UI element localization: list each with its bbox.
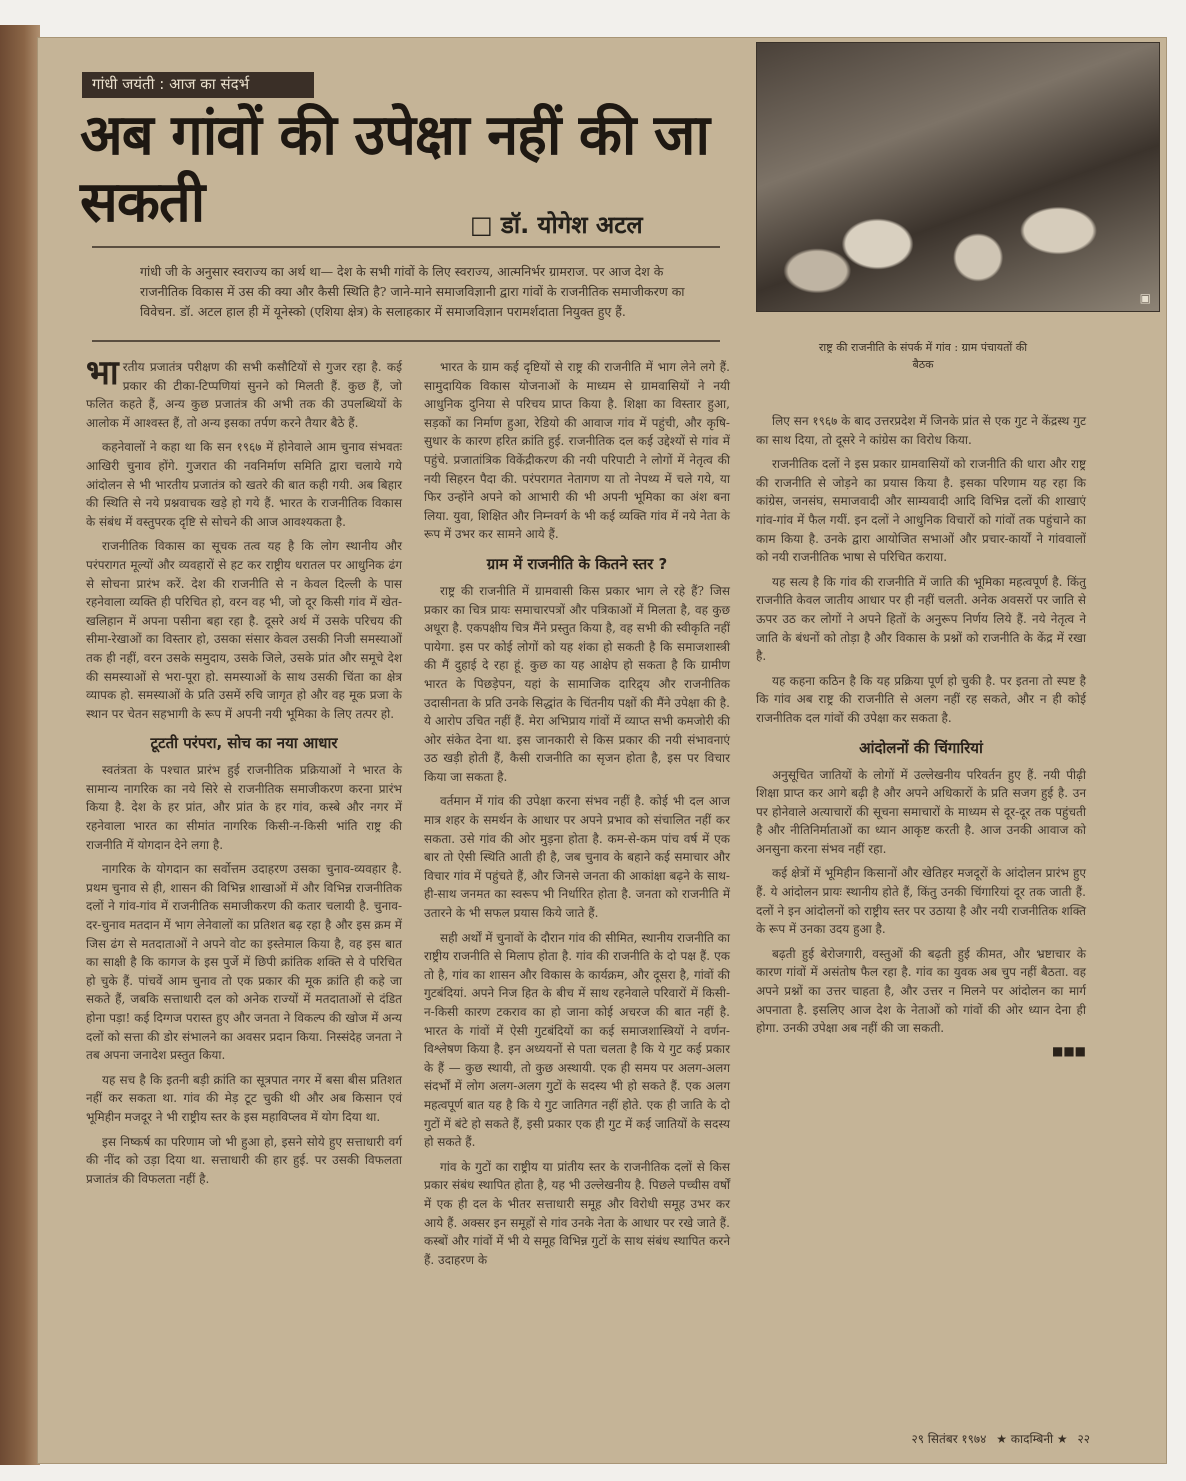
paragraph: इस निष्कर्ष का परिणाम जो भी हुआ हो, इसने सोये हुए सत्ताधारी वर्ग की नींद को उड़ा दिया था. सत्ताधारी की हार हुई. पर उसकी विफलता प्रजातंत्र की विफलता नहीं है.: [86, 1134, 402, 1186]
paragraph: कई क्षेत्रों में भूमिहीन किसानों और खेतिहर मजदूरों के आंदोलन प्रारंभ हुए हैं. ये आंदोलन प्रायः स्थानीय होते हैं, किंतु उनकी चिंगारियां दूर तक जाती हैं. दलों ने इन आंदोलनों को राष्ट्रीय स्तर पर उठाया है और नयी राजनीतिक शक्ति के रूप में उनका उदय हुआ है.: [756, 866, 1086, 937]
author-byline: □ डॉ. योगेश अटल: [470, 211, 643, 239]
paragraph: राजनीतिक विकास का सूचक तत्व यह है कि लोग स्थानीय और परंपरागत मूल्यों और व्यवहारों से हट कर राष्ट्रीय धरातल पर आधुनिक ढंग से सोचना प्रारंभ करें. देश की राजनीति से न केवल दिल्ली के पास रहनेवाला व्यक्ति ही परिचित हो, वरन वह भी, जो दूर किसी गांव में खेत-खलिहान में अपना पसीना बहा रहा है. दूसरे अर्थ में उसके परिचय की सीमा-रेखाओं का विस्तार हो, उसका संसार केवल उसकी निजी समस्याओं तक ही नहीं, वरन उसके समुदाय, उसके जिले, उसके प्रांत और समूचे देश की समस्याओं से भरा-पूरा हो. समस्याओं के साथ उसकी चिंता का क्षेत्र व्यापक हो. समस्याओं के प्रति उसमें रुचि जागृत हो और वह मूक प्रजा के स्थान पर चेतन सहभागी के रूप में अपनी नयी भूमिका के लिए तत्पर हो.: [86, 539, 402, 721]
end-mark: ■■■: [1051, 1043, 1086, 1058]
column-1: [86, 353, 402, 1194]
subheading: ग्राम में राजनीति के कितने स्तर ?: [486, 554, 668, 573]
column-3: [756, 412, 1086, 1058]
section-kicker: गांधी जयंती : आज का संदर्भ: [82, 72, 314, 98]
photo-icon: ▣: [1139, 291, 1151, 305]
paragraph: रतीय प्रजातंत्र परीक्षण की सभी कसौटियों से गुजर रहा है. कई प्रकार की टीका-टिप्पणियां सुनने को मिलती हैं. कुछ हैं, जो फलित कहते हैं, अन्य कुछ प्रजातंत्र की अभी तक की उपलब्धियों के आलोक में आश्वस्त हैं, तो अन्य इसका तर्पण करने तैयार बैठे हैं.: [86, 360, 402, 430]
village-meeting-photo: [756, 42, 1160, 312]
paragraph: गांव के गुटों का राष्ट्रीय या प्रांतीय स्तर के राजनीतिक दलों से किस प्रकार संबंध स्थापित होता है, यह भी उल्लेखनीय है. पिछले पच्चीस वर्षों में एक ही दल के भीतर सत्ताधारी समूह और विरोधी समूह उभर कर आये हैं. अक्सर इन समूहों से गांव उनके नेता के आधार पर रखे जाते हैं. कस्बों और गांवों में भी ये समूह विभिन्न गुटों के साथ संबंध स्थापित करने हैं. उदाहरण के: [424, 1159, 730, 1267]
paragraph: नागरिक के योगदान का सर्वोत्तम उदाहरण उसका चुनाव-व्यवहार है. प्रथम चुनाव से ही, शासन की विभिन्न शाखाओं में और विभिन्न राजनीतिक दलों ने गांव-गांव में राजनीतिक समाजीकरण की कतार चलायी है. चुनाव-दर-चुनाव मतदान में भाग लेनेवालों का प्रतिशत बढ़ रहा है और इस क्रम में जिस ढंग से मतदाताओं ने अपने वोट का इस्तेमाल किया है, वह इस बात का साक्षी है कि कागज के इस पुर्जे में छिपी क्रांतिक शक्ति से वे परिचित हो चुके हैं. पांचवें आम चुनाव तो एक प्रकार की मूक क्रांति ही कहे जा सकते हैं, जबकि सत्ताधारी दल को अनेक राज्यों में मतदाताओं से दंडित होना पड़ा! कई दिग्गज परास्त हुए और जनता ने विकल्प की खोज में अन्य दलों को सत्ता की डोर संभालने का अवसर प्रदान किया. निस्संदेह जनता ने तब अपना जनादेश प्रस्तुत किया.: [86, 862, 402, 1063]
paragraph: बढ़ती हुई बेरोजगारी, वस्तुओं की बढ़ती हुई कीमत, और भ्रष्टाचार के कारण गांवों में असंतोष फैल रहा है. गांव का युवक अब चुप नहीं बैठता. वह अपने प्रश्नों का उत्तर चाहता है, और उत्तर न मिलने पर आंदोलन का मार्ग अपनाता है. इसलिए आज देश के नेताओं को गांवों की ओर ध्यान देना ही होगा. उनकी उपेक्षा अब नहीं की जा सकती.: [756, 946, 1086, 1036]
article-intro: गांधी जी के अनुसार स्वराज्य का अर्थ था— देश के सभी गांवों के लिए स्वराज्य, आत्मनिर्भर ग्रामराज. पर आज देश के राजनीतिक विकास में उस की क्या और कैसी स्थिति है? जाने-माने समाजविज्ञानी द्वारा गांवों के राजनीतिक समाजीकरण का विवेचन. डॉ. अटल हाल ही में यूनेस्को (एशिया क्षेत्र) के सलाहकार में समाजविज्ञान परामर्शदाता नियुक्त हुए हैं.: [140, 264, 685, 319]
paragraph: यह सच है कि इतनी बड़ी क्रांति का सूत्रपात नगर में बसा बीस प्रतिशत नहीं कर सकता था. गांव की मेड़ टूट चुकी थी और अब किसान एवं भूमिहीन मजदूर ने भी राष्ट्रीय स्तर के इस महाविप्लव में योग दिया था.: [86, 1072, 402, 1124]
paragraph: अनुसूचित जातियों के लोगों में उल्लेखनीय परिवर्तन हुए हैं. नयी पीढ़ी शिक्षा प्राप्त कर आगे बढ़ी है और अपने अधिकारों के प्रति सजग हुई है. उन पर होनेवाले अत्याचारों की सूचना समाचारों के माध्यम से दूर-दूर तक पहुंचती है और नीतिनिर्माताओं का ध्यान आकृष्ट करती है. आज उनकी आवाज को अनसुना करना संभव नहीं रहा.: [756, 767, 1086, 856]
paragraph: लिए सन १९६७ के बाद उत्तरप्रदेश में जिनके प्रांत से एक गुट ने केंद्रस्थ गुट का साथ दिया, तो दूसरे ने कांग्रेस का विरोध किया.: [756, 414, 1086, 447]
paragraph: राजनीतिक दलों ने इस प्रकार ग्रामवासियों को राजनीति की धारा और राष्ट्र की राजनीति से जोड़ने का प्रयास किया है. इसका परिणाम यह रहा कि कांग्रेस, जनसंघ, समाजवादी और साम्यवादी आदि विभिन्न दलों की शाखाएं गांव-गांव में फैल गयीं. इन दलों ने आधुनिक विचारों को गांवों तक पहुंचाने का काम किया है. उनके द्वारा आयोजित सभाओं और प्रचार-कार्यों ने गांववालों को नयी राजनीतिक भाषा से परिचित कराया.: [756, 457, 1086, 565]
issue-date: २९ सितंबर १९७४: [911, 1432, 987, 1446]
paragraph: वर्तमान में गांव की उपेक्षा करना संभव नहीं है. कोई भी दल आज मात्र शहर के समर्थन के आधार पर अपने प्रभाव को संचालित नहीं कर सकता. उसे गांव की ओर मुड़ना होता है. कम-से-कम पांच वर्ष में एक बार तो ऐसी स्थिति आती ही है, जब चुनाव के बहाने कई समाचार और विचार गांव में पहुंचते हैं, और जिनसे जनता की आकांक्षा बढ़ने के साथ-ही-साथ जनमत का स्वरूप भी निर्धारित होता है. जनता को राजनीति में उतारने के भी सफल प्रयास किये जाते हैं.: [424, 794, 730, 921]
subheading: टूटती परंपरा, सोच का नया आधार: [150, 734, 338, 753]
page-footer: [840, 1430, 1090, 1447]
headline-rule: [92, 246, 720, 248]
paragraph: भारत के ग्राम कई दृष्टियों से राष्ट्र की राजनीति में भाग लेने लगे हैं. सामुदायिक विकास योजनाओं के माध्यम से ग्रामवासियों ने नयी आधुनिक दुनिया से परिचय प्राप्त किया है. शिक्षा का विस्तार हुआ, सड़कों का निर्माण हुआ, रेडियो की आवाज गांव में पहुंची, और कृषि-सुधार के कारण हरित क्रांति हुई. राजनीतिक दल कई उद्देश्यों से गांव में पहुंचे. प्रजातांत्रिक विकेंद्रीकरण की नयी परिपाटी ने लोगों में नेतृत्व की नयी सिहरन पैदा की. परंपरागत नेतागण या तो नेपथ्य में चले गये, या फिर उन्होंने अपने को आभारी की भी अपनी भूमिका का अंश बना लिया. युवा, शिक्षित और निम्नवर्ग के भी कई व्यक्ति गांव में नये नेता के रूप में उभर कर सामने आये हैं.: [424, 360, 730, 542]
subheading: आंदोलनों की चिंगारियां: [859, 738, 983, 757]
book-spine: [0, 25, 40, 1465]
intro-rule: [92, 340, 720, 342]
photo-caption: राष्ट्र की राजनीति के संपर्क में गांव : ग्राम पंचायतों की बैठक: [818, 341, 1028, 371]
paragraph: यह कहना कठिन है कि यह प्रक्रिया पूर्ण हो चुकी है. पर इतना तो स्पष्ट है कि गांव अब राष्ट्र की राजनीति से अलग नहीं रह सकते, और न ही कोई राजनीतिक दल गांवों की उपेक्षा कर सकता है.: [756, 673, 1086, 725]
page-number: २२: [1077, 1432, 1090, 1446]
article-headline: अब गांवों की उपेक्षा नहीं की जा सकती: [80, 103, 709, 236]
dropcap: भा: [86, 353, 119, 393]
paragraph: सही अर्थों में चुनावों के दौरान गांव की सीमित, स्थानीय राजनीति का राष्ट्रीय राजनीति से मिलाप होता है. गांव की राजनीति के दो पक्ष हैं. एक तो है, गांव का शासन और विकास के कार्यक्रम, और दूसरा है, गांवों की गुटबंदियां. अपने निज हित के बीच में साथ रहनेवाले परिवारों में किसी-न-किसी कारण टकराव का हो जाना कोई अचरज की बात नहीं है. भारत के गांवों में ऐसी गुटबंदियों का कई समाजशास्त्रियों ने वर्णन-विश्लेषण किया है. इन अध्ययनों से पता चलता है कि ये गुट कई प्रकार के हैं — कुछ स्थायी, तो कुछ अस्थायी. एक ही समय पर अलग-अलग संदर्भों में लोग अलग-अलग गुटों के सदस्य भी हो सकते हैं. एक अलग महत्वपूर्ण बात यह है कि ये गुट जातिगत नहीं होते. एक ही जाति के दो गुटों में बंटे हो सकते हैं, इसी प्रकार एक ही गुट में कई जातियों के सदस्य हो सकते हैं.: [424, 930, 730, 1150]
paragraph: राष्ट्र की राजनीति में ग्रामवासी किस प्रकार भाग ले रहे हैं? जिस प्रकार का चित्र प्रायः समाचारपत्रों और पत्रिकाओं में मिलता है, वह कुछ अधूरा है. एकपक्षीय चित्र मैंने प्रस्तुत किया है, वह सभी की स्वीकृति नहीं पायेगा. इस पर कोई लोगों को यह शंका हो सकती है कि समाजशास्त्री की मैं दुहाई दे रहा हूं. कुछ का यह आक्षेप हो सकता है कि ग्रामीण भारत के पिछड़ेपन, यहां के सामाजिक दारिद्र्य और राजनीतिक उदासीनता के प्रति उनके सिद्धांत के चिंतनीय पक्षों की मैंने उपेक्षा की है. ये आरोप उचित नहीं हैं. मेरा अभिप्राय गांवों में व्याप्त सभी कमजोरी की ओर संकेत देना था. इस जानकारी से किस प्रकार की नयी संभावनाएं उठ खड़ी होती हैं, कैसी राजनीति का सृजन होता है, इस पर विचार किया जा सकता है.: [424, 583, 730, 784]
paragraph: यह सत्य है कि गांव की राजनीति में जाति की भूमिका महत्वपूर्ण है. किंतु राजनीति केवल जातीय आधार पर ही नहीं चलती. अनेक अवसरों पर जाति से ऊपर उठ कर लोगों ने अपने हितों के अनुरूप निर्णय लिये हैं. नये नेतृत्व ने जाति के बंधनों को तोड़ा है और विकास के प्रश्नों को राजनीति के केंद्र में रखा है.: [756, 574, 1086, 664]
paragraph: कहनेवालों ने कहा था कि सन १९६७ में होनेवाले आम चुनाव संभवतः आखिरी चुनाव होंगे. गुजरात की नवनिर्माण समिति द्वारा चलाये गये आंदोलन से भी भारतीय प्रजातंत्र को खतरे की बात कही गयी. अब बिहार की स्थिति से नये प्रश्नवाचक खड़े हो गये हैं. भारत के राजनीतिक विकास के संबंध में वस्तुपरक दृष्टि से सोचने की आज आवश्यकता है.: [86, 440, 402, 529]
magazine-name: ★ कादम्बिनी ★: [996, 1432, 1068, 1446]
column-2: [424, 358, 730, 1275]
paragraph: स्वतंत्रता के पश्चात प्रारंभ हुई राजनीतिक प्रक्रियाओं ने भारत के सामान्य नागरिक का नये सिरे से राजनीतिक समाजीकरण करना प्रारंभ किया है. देश के हर प्रांत, और प्रांत के हर गांव, कस्बे और नगर में रहनेवाला भारत का सीमांत नागरिक किसी-न-किसी भांति राष्ट्र की राजनीति में योगदान देने लगा है.: [86, 763, 402, 852]
